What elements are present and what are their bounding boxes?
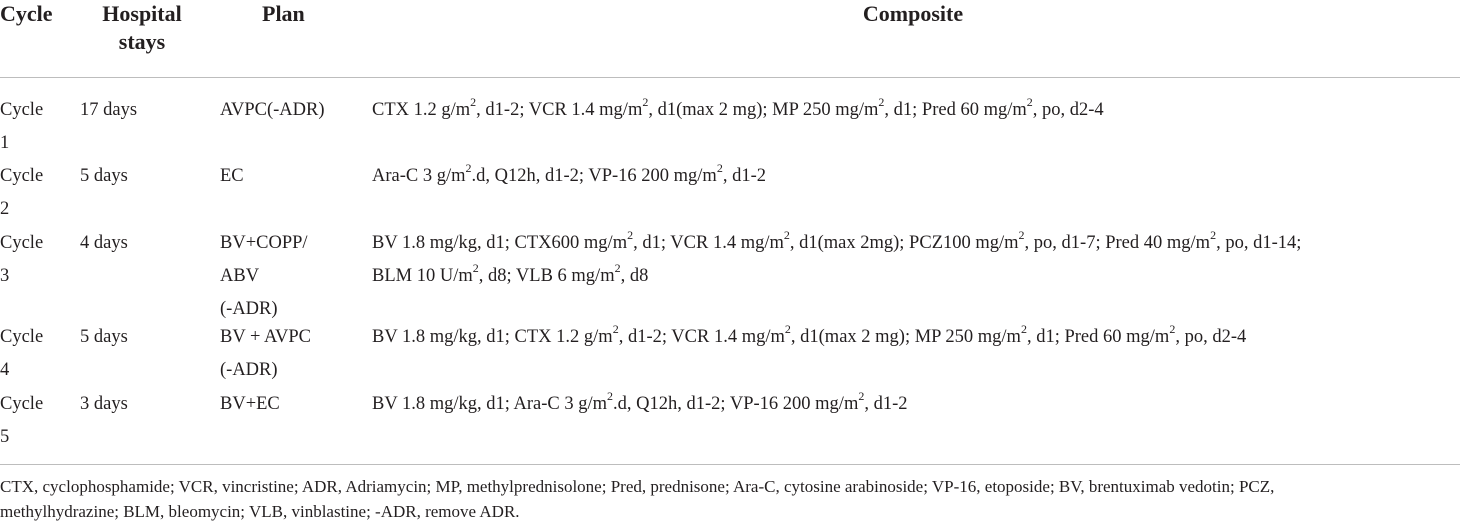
plan-cell xyxy=(220,227,360,326)
superscript: 2 xyxy=(607,388,614,403)
footnote-line-1: CTX, cyclophosphamide; VCR, vincristine; ADR, Adriamycin; MP, methylprednisolone; Pred, prednisone; Ara-C, cytosine arabinoside; VP-16, etoposide; BV, brentuximab vedotin; PCZ, xyxy=(0,477,1275,496)
plan-line: BV+EC xyxy=(220,394,280,414)
composite-cell xyxy=(372,388,1458,421)
header-hospital-stays xyxy=(80,0,204,56)
composite-cell xyxy=(372,321,1458,354)
cycle-number: 3 xyxy=(0,266,10,286)
header-hospital-stays-line1: Hospital xyxy=(102,1,182,26)
composite-line: BV 1.8 mg/kg, d1; CTX600 $mg/m^2$, d1; VCR 1.4 $mg/m^2$, d1(max 2mg); PCZ100 $mg/m^2$, po, d1-7; Pred 40 $mg/m^2$, po, d1-14; xyxy=(372,227,1302,253)
hospital-stay-cell: 5 days xyxy=(80,327,128,347)
cycle-label: Cycle xyxy=(0,233,44,253)
plan-cell xyxy=(220,160,360,193)
composite-cell xyxy=(372,227,1458,293)
composite-line: BLM 10 $U/m^2$, d8; VLB 6 $mg/m^2$, d8 xyxy=(372,260,649,286)
plan-cell xyxy=(220,94,360,127)
superscript: 2 xyxy=(627,227,634,242)
cycle-cell xyxy=(0,94,70,160)
superscript: 2 xyxy=(1210,227,1217,242)
hospital-stay-cell: 3 days xyxy=(80,394,128,414)
hospital-stay-cell: 5 days xyxy=(80,166,128,186)
superscript: 2 xyxy=(612,321,619,336)
superscript: 2 xyxy=(783,227,790,242)
header-hospital-stays-line2: stays xyxy=(118,29,166,54)
composite-cell xyxy=(372,94,1458,127)
cycle-number: 2 xyxy=(0,199,10,219)
plan-line: BV + AVPC xyxy=(220,327,311,347)
cycle-label: Cycle xyxy=(0,166,44,186)
header-cycle: Cycle xyxy=(0,1,53,26)
hospital-stay-cell: 4 days xyxy=(80,233,128,253)
superscript: 2 xyxy=(470,94,477,109)
superscript: 2 xyxy=(1018,227,1025,242)
cycle-number: 5 xyxy=(0,427,10,447)
composite-line: BV 1.8 mg/kg, d1; Ara-C 3 $g/m^2.d$, Q12h, d1-2; VP-16 200 $mg/m^2$, d1-2 xyxy=(372,388,908,414)
plan-line: ABV xyxy=(220,266,260,286)
superscript: 2 xyxy=(642,94,649,109)
cycle-label: Cycle xyxy=(0,327,44,347)
plan-cell xyxy=(220,321,360,387)
footnote-divider xyxy=(0,464,1460,465)
footnote-line-2: methylhydrazine; BLM, bleomycin; VLB, vinblastine; -ADR, remove ADR. xyxy=(0,502,520,521)
header-composite: Composite xyxy=(862,1,964,26)
cycle-cell xyxy=(0,321,70,387)
composite-line: Ara-C 3 $g/m^2.d$, Q12h, d1-2; VP-16 200 $mg/m^2$, d1-2 xyxy=(372,160,766,186)
plan-line: (-ADR) xyxy=(220,299,278,319)
superscript: 2 xyxy=(716,160,723,175)
hospital-stay-cell: 17 days xyxy=(80,100,138,120)
superscript: 2 xyxy=(472,260,479,275)
cycle-number: 4 xyxy=(0,360,10,380)
superscript: 2 xyxy=(878,94,885,109)
superscript: 2 xyxy=(784,321,791,336)
composite-line: BV 1.8 mg/kg, d1; CTX 1.2 $g/m^2$, d1-2; VCR 1.4 $mg/m^2$, d1(max 2 mg); MP 250 $mg/m^2$, d1; Pred 60 $mg/m^2$, po, d2-4 xyxy=(372,321,1247,347)
cycle-number: 1 xyxy=(0,133,10,153)
header-plan: Plan xyxy=(262,1,305,26)
composite-cell xyxy=(372,160,1458,193)
plan-line: EC xyxy=(220,166,244,186)
plan-line: BV+COPP/ xyxy=(220,233,308,253)
superscript: 2 xyxy=(465,160,472,175)
header-divider xyxy=(0,77,1460,78)
cycle-cell xyxy=(0,388,70,454)
cycle-label: Cycle xyxy=(0,394,44,414)
superscript: 2 xyxy=(1020,321,1027,336)
superscript: 2 xyxy=(1169,321,1176,336)
superscript: 2 xyxy=(614,260,621,275)
cycle-cell xyxy=(0,160,70,226)
superscript: 2 xyxy=(1026,94,1033,109)
composite-line: CTX 1.2 $g/m^2$, d1-2; VCR 1.4 $mg/m^2$, d1(max 2 mg); MP 250 $mg/m^2$, d1; Pred 60 $mg/m^2$, po, d2-4 xyxy=(372,94,1104,120)
superscript: 2 xyxy=(858,388,865,403)
plan-line: AVPC(-ADR) xyxy=(220,100,325,120)
cycle-label: Cycle xyxy=(0,100,44,120)
footnote xyxy=(0,474,1460,524)
plan-line: (-ADR) xyxy=(220,360,278,380)
cycle-cell xyxy=(0,227,70,293)
plan-cell xyxy=(220,388,360,421)
